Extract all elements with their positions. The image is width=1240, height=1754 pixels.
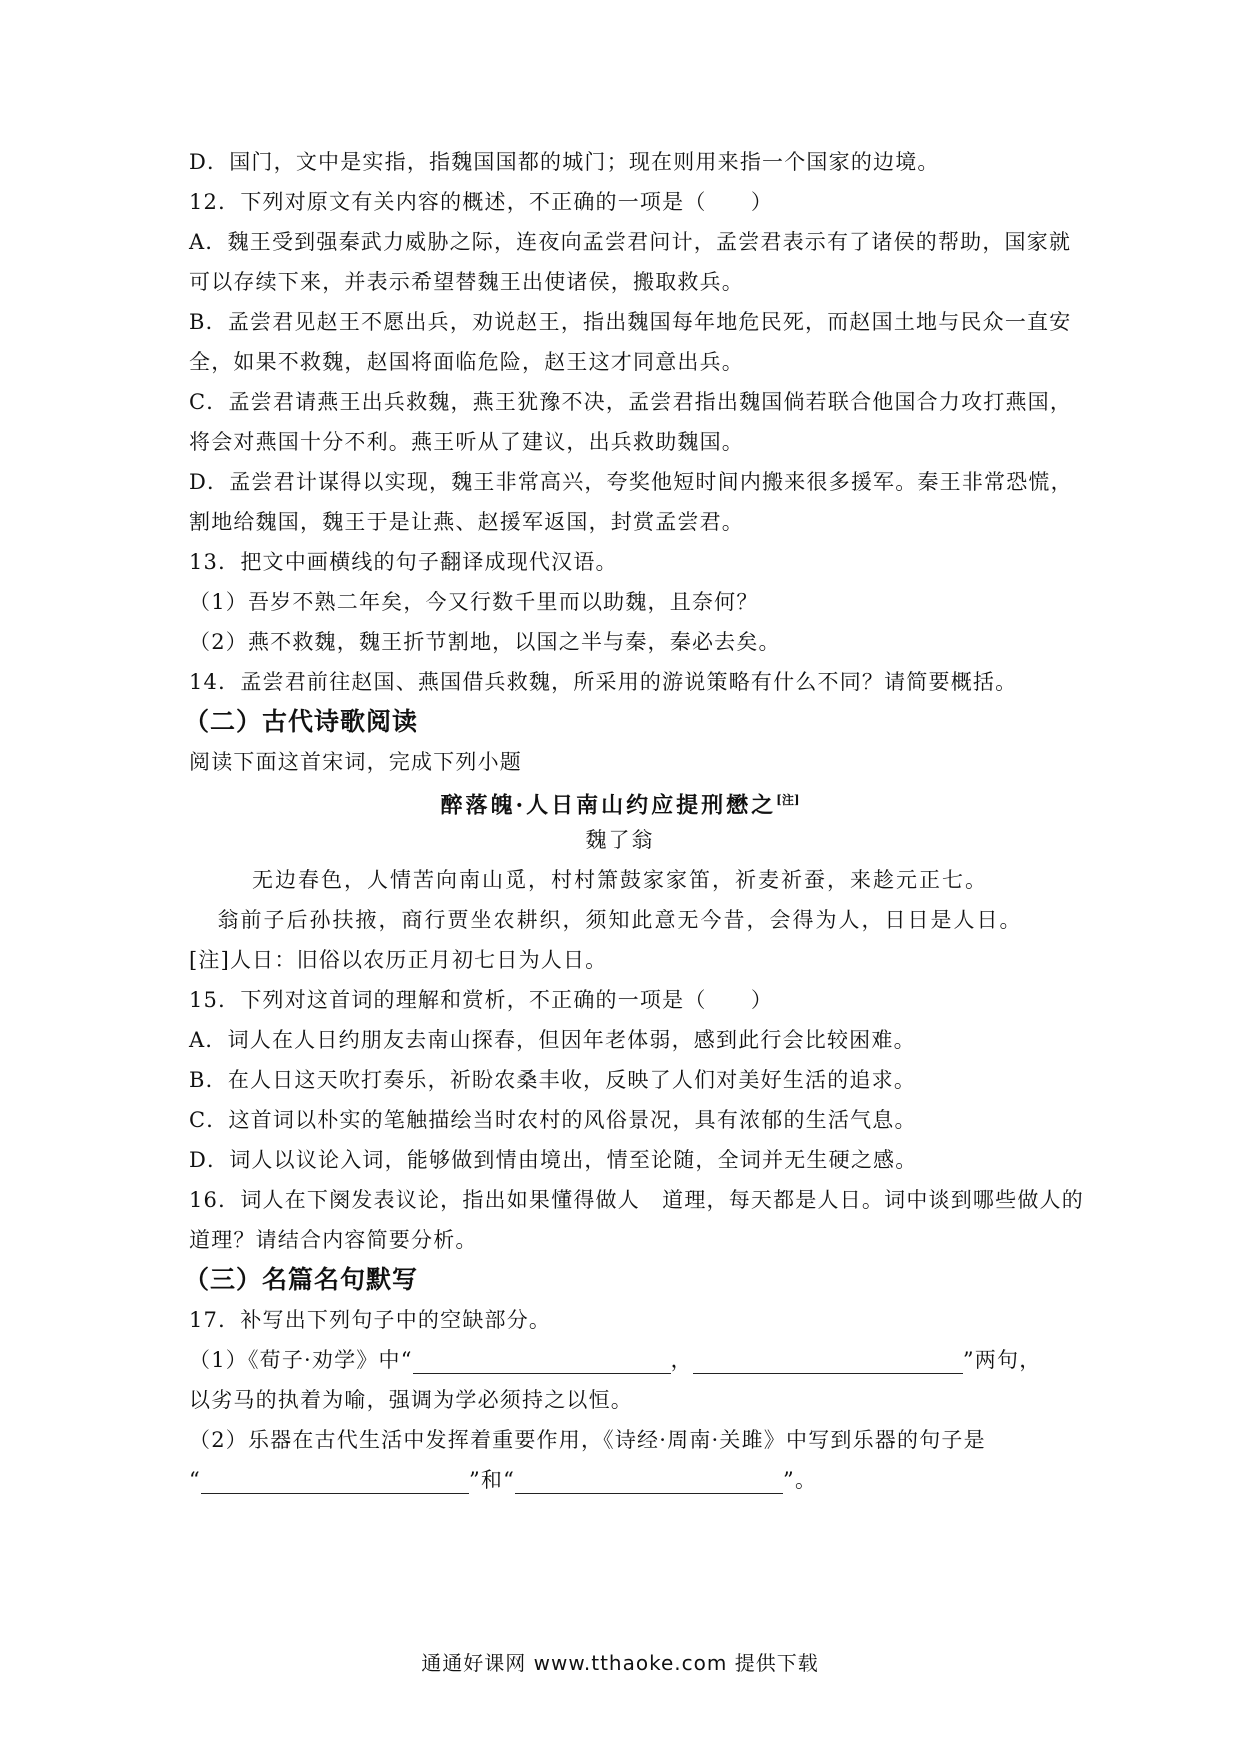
section-intro: 阅读下面这首宋词，完成下列小题 bbox=[189, 750, 522, 774]
q12-option-a-line1: A．魏王受到强秦武力威胁之际，连夜向孟尝君问计，孟尝君表示有了诸侯的帮助，国家就 bbox=[189, 230, 1072, 254]
fill-blank[interactable] bbox=[515, 1471, 783, 1494]
q15-option-c: C．这首词以朴实的笔触描绘当时农村的风俗景况，具有浓郁的生活气息。 bbox=[189, 1108, 917, 1132]
q15-stem: 15．下列对这首词的理解和赏析，不正确的一项是（ ） bbox=[189, 988, 774, 1012]
q17-item-1-prefix: （1）《荀子·劝学》中“ bbox=[189, 1348, 413, 1372]
q17-item-1-separator: ， bbox=[670, 1348, 693, 1372]
q17-stem: 17．补写出下列句子中的空缺部分。 bbox=[189, 1308, 552, 1332]
q15-option-d: D．词人以议论入词，能够做到情由境出，情至论随，全词并无生硬之感。 bbox=[189, 1148, 918, 1172]
q12-option-b-line1: B．孟尝君见赵王不愿出兵，劝说赵王，指出魏国每年地危民死，而赵国土地与民众一直安 bbox=[189, 310, 1072, 334]
q15-option-a: A．词人在人日约朋友去南山探春，但因年老体弱，感到此行会比较困难。 bbox=[189, 1028, 916, 1052]
q14-stem: 14．孟尝君前往赵国、燕国借兵救魏，所采用的游说策略有什么不同？请简要概括。 bbox=[189, 670, 1018, 694]
q15-option-b: B．在人日这天吹打奏乐，祈盼农桑丰收，反映了人们对美好生活的追求。 bbox=[189, 1068, 917, 1092]
q12-option-a-line2: 可以存续下来，并表示希望替魏王出使诸侯，搬取救兵。 bbox=[189, 270, 744, 294]
q17-item-1-suffix: ”两句， bbox=[962, 1348, 1042, 1372]
poem-title-note-mark: [注] bbox=[776, 793, 800, 807]
q17-item-2-close-quote: ”。 bbox=[783, 1468, 818, 1492]
q16-stem-line2: 道理？请结合内容简要分析。 bbox=[189, 1228, 478, 1252]
q17-item-2-open-quote: “ bbox=[189, 1468, 201, 1492]
section-heading-recitation: （三）名篇名句默写 bbox=[184, 1265, 419, 1294]
q11-option-d: D．国门，文中是实指，指魏国国都的城门；现在则用来指一个国家的边境。 bbox=[189, 150, 940, 174]
q12-option-b-line2: 全，如果不救魏，赵国将面临危险，赵王这才同意出兵。 bbox=[189, 350, 744, 374]
q12-option-c-line2: 将会对燕国十分不利。燕王听从了建议，出兵救助魏国。 bbox=[189, 430, 744, 454]
q12-option-d-line1: D．孟尝君计谋得以实现，魏王非常高兴，夸奖他短时间内搬来很多援军。秦王非常恐慌， bbox=[189, 470, 1073, 494]
poem-title-text: 醉落魄·人日南山约应提刑懋之 bbox=[440, 792, 777, 819]
q17-item-2-middle: ”和“ bbox=[468, 1468, 516, 1492]
section-heading-poetry: （二）古代诗歌阅读 bbox=[184, 707, 419, 736]
q17-item-2-line1: （2）乐器在古代生活中发挥着重要作用，《诗经·周南·关雎》中写到乐器的句子是 bbox=[189, 1428, 986, 1452]
poem-line-2: 翁前子后孙扶掖，商行贾坐农耕织，须知此意无今昔，会得为人，日日是人日。 bbox=[217, 908, 1023, 932]
q13-item-1: （1）吾岁不熟二年矣，今又行数千里而以助魏，且奈何？ bbox=[189, 590, 759, 614]
poem-note: [注]人日：旧俗以农历正月初七日为人日。 bbox=[189, 948, 608, 972]
q12-stem: 12．下列对原文有关内容的概述，不正确的一项是（ ） bbox=[189, 190, 774, 214]
fill-blank[interactable] bbox=[693, 1351, 963, 1374]
q17-item-1-line2: 以劣马的执着为喻，强调为学必须持之以恒。 bbox=[189, 1388, 633, 1412]
q13-item-2: （2）燕不救魏，魏王折节割地，以国之半与秦，秦必去矣。 bbox=[189, 630, 781, 654]
poem-line-1: 无边春色，人情苦向南山觅，村村箫鼓家家笛，祈麦祈蚕，来趁元正七。 bbox=[252, 868, 988, 892]
poem-author: 魏了翁 bbox=[585, 828, 655, 852]
q12-option-d-line2: 割地给魏国，魏王于是让燕、赵援军返国，封赏孟尝君。 bbox=[189, 510, 744, 534]
fill-blank[interactable] bbox=[201, 1471, 469, 1494]
footer-download-note: 通通好课网 www.tthaoke.com 提供下载 bbox=[421, 1651, 819, 1675]
poem-title bbox=[0, 786, 1240, 819]
fill-blank[interactable] bbox=[413, 1351, 671, 1374]
q17-item-1-line1 bbox=[189, 1346, 1041, 1374]
q17-item-2-line2 bbox=[189, 1466, 817, 1494]
q16-stem-line1: 16．词人在下阕发表议论，指出如果懂得做人 道理，每天都是人日。词中谈到哪些做人的 bbox=[189, 1188, 1084, 1212]
q12-option-c-line1: C．孟尝君请燕王出兵救魏，燕王犹豫不决，孟尝君指出魏国倘若联合他国合力攻打燕国， bbox=[189, 390, 1073, 414]
q13-stem: 13．把文中画横线的句子翻译成现代汉语。 bbox=[189, 550, 618, 574]
